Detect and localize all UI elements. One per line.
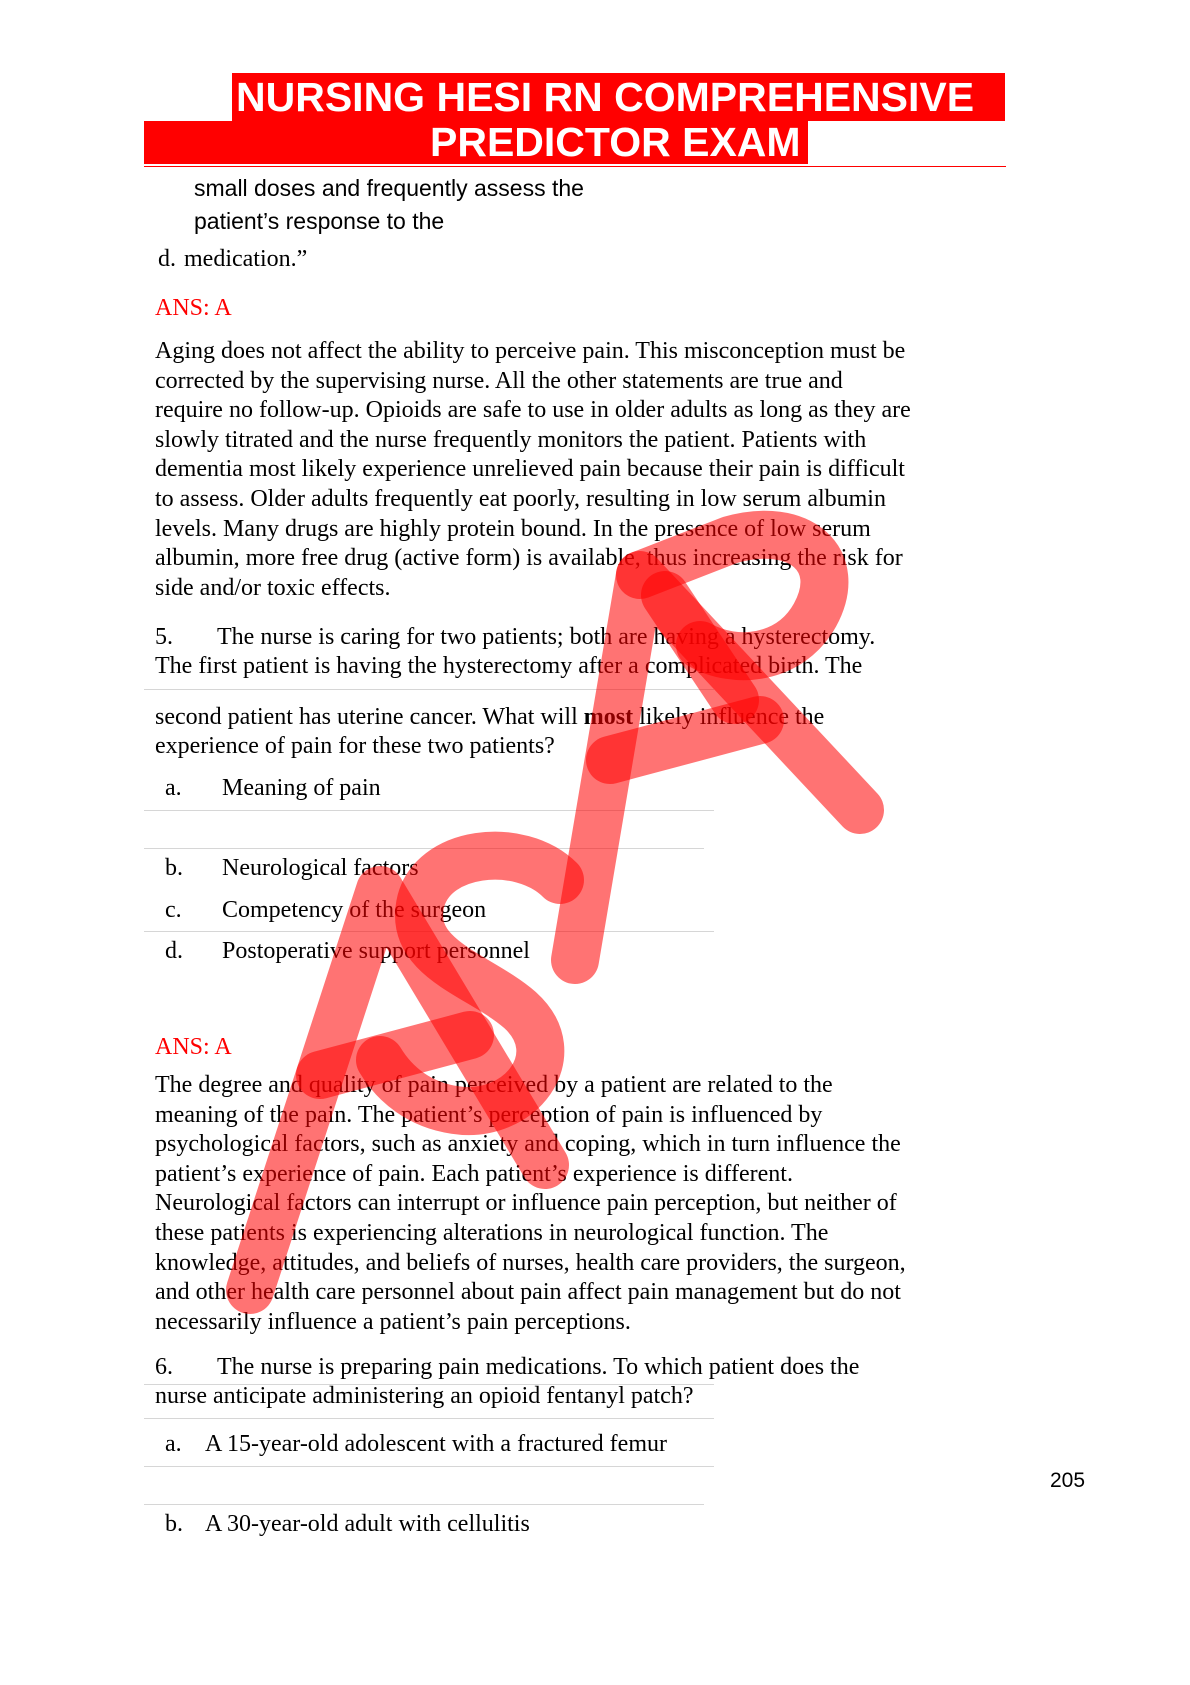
rationale-1-line: dementia most likely experience unrelieved pain because their pain is difficult [155,456,905,483]
option-text: Meaning of pain [222,775,381,801]
question-5-emphasis: most [583,704,634,730]
header-rule [144,166,1006,167]
question-5-stem-line2: The first patient is having the hysterectomy after a complicated birth. The [155,653,863,679]
option-letter: b. [165,855,183,881]
answer-label-1: ANS: A [155,295,232,321]
rationale-1-line: corrected by the supervising nurse. All the other statements are true and [155,367,843,394]
watermark-letter-a-bar [320,1035,470,1075]
rationale-2-line: psychological factors, such as anxiety and coping, which in turn influence the [155,1131,901,1158]
option-text: A 30-year-old adult with cellulitis [205,1511,530,1537]
table-rule [144,1418,714,1419]
rationale-2-line: knowledge, attitudes, and beliefs of nurses, health care providers, the surgeon, [155,1249,906,1276]
rationale-2-line: The degree and quality of pain perceived by a patient are related to the [155,1072,833,1098]
question-6-stem-line2: nurse anticipate administering an opioid fentanyl patch? [155,1383,694,1409]
continuation-line-2: patient’s response to the [194,208,445,234]
question-6-number: 6. [155,1354,173,1380]
option-text: Postoperative support personnel [222,938,530,964]
rationale-1-line: slowly titrated and the nurse frequently monitors the patient. Patients with [155,426,867,453]
option-letter: b. [165,1511,183,1537]
continuation-line-1: small doses and frequently assess the [194,175,584,201]
question-6-stem-line1: The nurse is preparing pain medications. To which patient does the [217,1354,860,1380]
question-5-number: 5. [155,624,173,650]
header-title-line1: NURSING HESI RN COMPREHENSIVE [236,74,975,120]
option-text: A 15-year-old adolescent with a fractured femur [205,1431,667,1457]
option-letter: d. [165,938,183,964]
table-rule [144,689,714,690]
rationale-1-line: levels. Many drugs are highly protein bound. In the presence of low serum [155,515,871,542]
rationale-2-line: meaning of the pain. The patient’s perception of pain is influenced by [155,1101,823,1128]
question-5-stem-line3 [155,702,824,732]
question-5-stem-text: likely influence the [633,704,825,730]
rationale-1-line: Aging does not affect the ability to perceive pain. This misconception must be [155,338,906,364]
question-5-stem-line4: experience of pain for these two patients? [155,733,555,759]
table-rule [144,810,714,811]
rationale-2-line: Neurological factors can interrupt or influence pain perception, but neither of [155,1190,897,1217]
rationale-2-line: these patients is experiencing alterations in neurological function. The [155,1219,829,1246]
rationale-1-line: albumin, more free drug (active form) is available, thus increasing the risk for [155,545,903,572]
option-letter: c. [165,897,182,923]
answer-label-2: ANS: A [155,1034,232,1060]
continuation-option-text: medication.” [184,246,308,272]
question-5-stem-text: second patient has uterine cancer. What will [155,704,584,730]
rationale-1 [155,337,911,603]
table-rule [144,1504,704,1505]
rationale-1-line: require no follow-up. Opioids are safe to use in older adults as long as they are [155,397,911,424]
rationale-1-line: to assess. Older adults frequently eat poorly, resulting in low serum albumin [155,485,886,512]
table-rule [144,931,714,932]
question-5-stem-line1: The nurse is caring for two patients; both are having a hysterectomy. [217,624,876,650]
rationale-1-line: side and/or toxic effects. [155,574,391,601]
continuation-option-letter: d. [158,246,176,272]
option-text: Neurological factors [222,855,419,881]
rationale-2 [155,1071,906,1337]
option-letter: a. [165,775,182,801]
option-letter: a. [165,1431,182,1457]
rationale-2-line: patient’s experience of pain. Each patient’s experience is different. [155,1160,793,1187]
option-text: Competency of the surgeon [222,897,487,923]
rationale-2-line: necessarily influence a patient’s pain perceptions. [155,1308,631,1335]
header-title-line2: PREDICTOR EXAM [430,119,801,165]
table-rule [144,848,704,849]
page-number: 205 [1050,1469,1086,1492]
rationale-2-line: and other health care personnel about pain affect pain management but do not [155,1279,901,1306]
table-rule [144,1466,714,1467]
